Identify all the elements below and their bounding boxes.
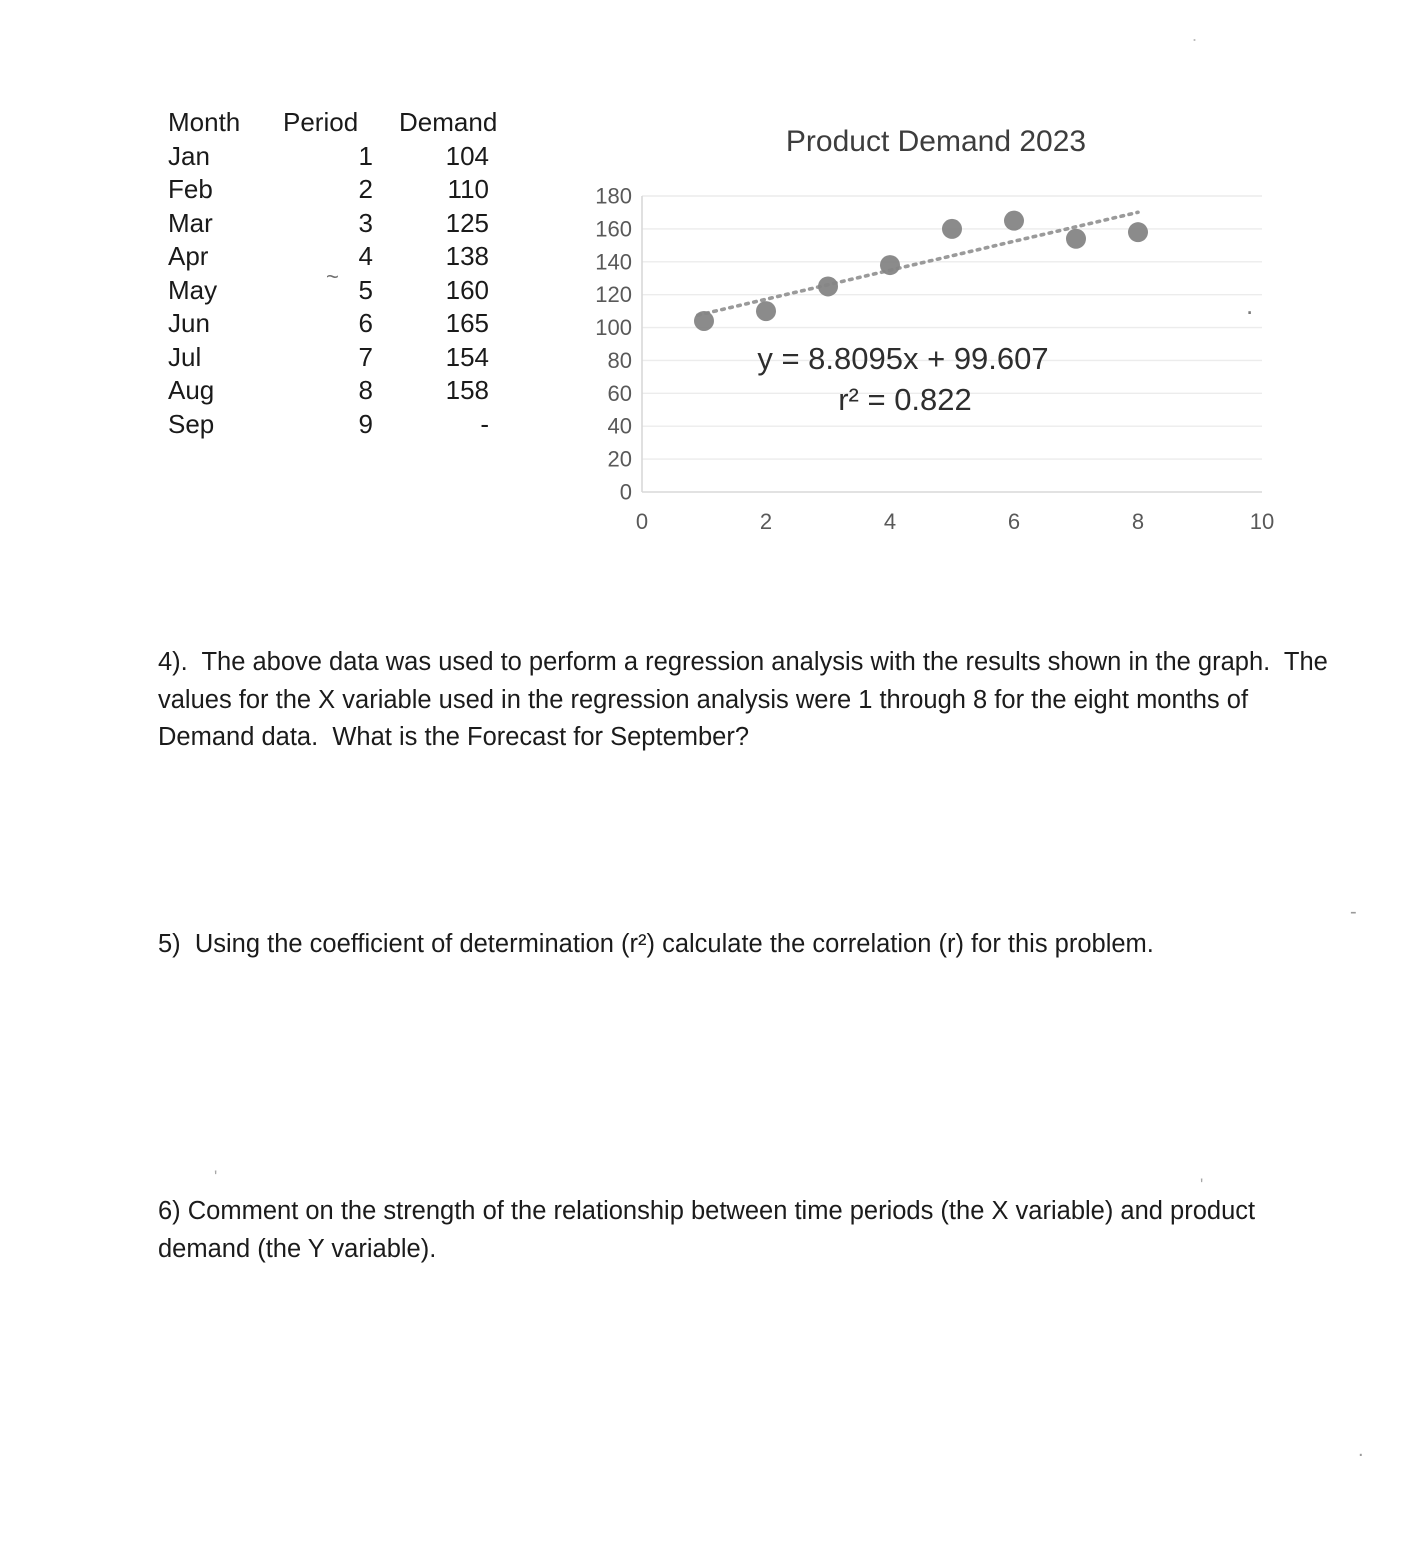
y-tick-label: 60 — [607, 380, 632, 406]
trendline-dotted — [698, 212, 1138, 315]
data-point — [1066, 229, 1086, 249]
table-cell-period: 6 — [358, 308, 373, 338]
table-cell-period: 1 — [358, 140, 373, 171]
question-5 — [158, 926, 1298, 964]
x-tick-label: 8 — [1131, 509, 1145, 534]
table-cell-period: 5 — [358, 274, 373, 305]
trendline-equation-label: y = 8.8095x + 99.607 — [757, 341, 1049, 376]
scatter-plot-svg — [560, 96, 1300, 556]
y-tick-label: 40 — [607, 413, 632, 439]
x-tick-label: 10 — [1249, 509, 1275, 534]
data-point — [1128, 222, 1148, 242]
table-row — [168, 206, 503, 240]
x-tick-label: 0 — [635, 509, 649, 534]
table-cell-demand: 158 — [445, 375, 489, 405]
table-cell-period: 9 — [358, 408, 373, 439]
data-point — [1004, 211, 1024, 231]
table-cell-month: May — [168, 274, 218, 305]
chart-title: Product Demand 2023 — [785, 125, 1087, 158]
table-cell-month: Mar — [168, 207, 213, 238]
table-cell-month: Apr — [168, 241, 209, 271]
table-cell-demand: 104 — [445, 140, 489, 171]
scan-speck: - — [1350, 901, 1357, 923]
table-cell-demand: 160 — [445, 274, 489, 305]
table-row — [168, 306, 503, 340]
data-point — [818, 276, 838, 296]
table-cell-demand: 138 — [445, 241, 489, 271]
y-tick-label: 100 — [595, 315, 632, 341]
q6-text-line: 6) Comment on the strength of the relationship between time periods (the X variable) and product — [158, 1197, 1256, 1225]
y-tick-label: 0 — [619, 479, 632, 505]
x-tick-label: 4 — [883, 509, 897, 534]
table-cell-period: 8 — [358, 375, 373, 405]
question-6 — [158, 1193, 1298, 1268]
table-cell-demand: 125 — [445, 207, 489, 238]
scan-speck: ~ — [326, 264, 339, 289]
table-row — [168, 172, 503, 206]
y-tick-label: 120 — [595, 282, 632, 308]
data-point — [756, 301, 776, 321]
data-point — [880, 255, 900, 275]
table-row — [168, 407, 503, 441]
table-row — [168, 373, 503, 407]
scan-speck: . — [1358, 1439, 1364, 1461]
y-tick-label: 80 — [607, 347, 632, 373]
y-tick-label: 160 — [595, 216, 632, 242]
table-cell-month: Jun — [168, 308, 210, 338]
y-tick-label: 20 — [607, 446, 632, 472]
question-4 — [158, 644, 1328, 757]
scan-speck: ' — [1200, 1175, 1204, 1194]
x-tick-label: 2 — [759, 509, 773, 534]
product-demand-chart — [560, 96, 1300, 556]
table-row — [168, 340, 503, 374]
table-cell-period: 4 — [358, 241, 373, 271]
q5-text-line: 5) Using the coefficient of determination (r²) calculate the correlation (r) for this problem. — [158, 930, 1154, 958]
table-cell-period: 3 — [358, 207, 373, 238]
table-cell-period: 2 — [358, 174, 373, 204]
table-row — [168, 139, 503, 173]
table-header-demand: Demand — [399, 107, 498, 137]
table-row — [168, 273, 503, 307]
x-tick-label: 6 — [1007, 509, 1021, 534]
q6-text-line: demand (the Y variable). — [158, 1234, 437, 1263]
table-cell-month: Jan — [168, 140, 210, 171]
table-header-row — [168, 105, 503, 139]
scan-speck: . — [1192, 25, 1198, 45]
table-cell-month: Jul — [168, 341, 202, 372]
table-cell-demand: 154 — [445, 341, 489, 372]
data-point — [694, 311, 714, 331]
trendline-r-squared-label: r² = 0.822 — [838, 382, 972, 417]
q4-text-line: values for the X variable used in the regression analysis were 1 through 8 for the eight months of — [158, 685, 1249, 714]
y-tick-label: 180 — [595, 183, 632, 209]
scan-speck: ' — [214, 1167, 218, 1186]
table-cell-demand: - — [480, 408, 489, 439]
table-header-period: Period — [283, 107, 359, 137]
scan-speck: . — [1246, 290, 1254, 320]
table-row — [168, 239, 503, 273]
table-cell-month: Sep — [168, 408, 215, 439]
table-cell-demand: 110 — [447, 174, 489, 204]
demand-table — [168, 105, 503, 465]
data-point — [942, 219, 962, 239]
table-cell-demand: 165 — [445, 308, 489, 338]
table-cell-period: 7 — [358, 341, 373, 372]
table-cell-month: Feb — [168, 174, 213, 204]
y-tick-label: 140 — [595, 249, 632, 275]
table-header-month: Month — [168, 107, 241, 137]
q4-text-line: 4). The above data was used to perform a regression analysis with the results shown in the graph. The — [158, 648, 1328, 676]
table-cell-month: Aug — [168, 375, 215, 405]
q4-text-line: Demand data. What is the Forecast for September? — [158, 723, 750, 752]
